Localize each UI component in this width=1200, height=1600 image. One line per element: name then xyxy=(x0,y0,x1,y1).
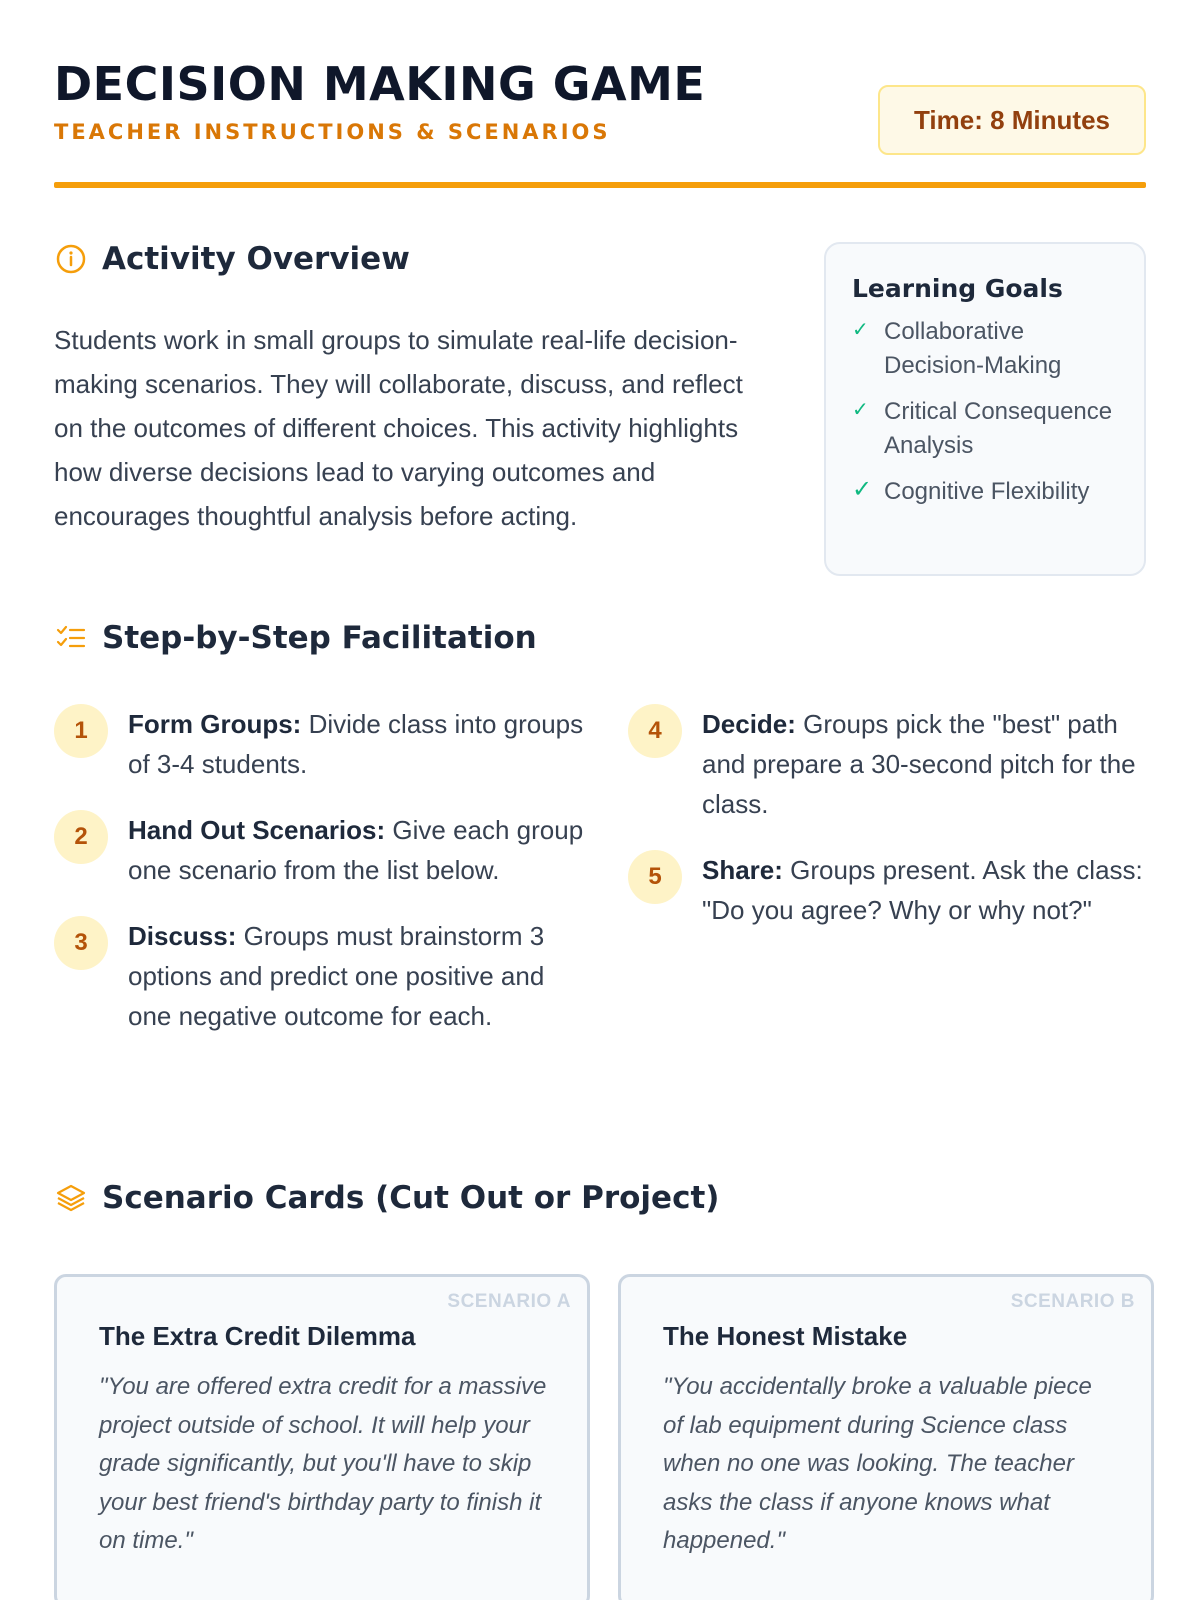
scenarios-title: Scenario Cards (Cut Out or Project) xyxy=(102,1180,720,1216)
overview-title: Activity Overview xyxy=(102,241,410,277)
scenario-title: The Extra Credit Dilemma xyxy=(99,1321,416,1351)
scenarios-heading xyxy=(54,1180,719,1216)
step-item: 3 Discuss: Groups must brainstorm 3 options and predict one positive and one negative outcome for each. xyxy=(54,916,584,1036)
overview-heading xyxy=(54,241,410,277)
step-item: 2 Hand Out Scenarios: Give each group one scenario from the list below. xyxy=(54,810,584,890)
scenario-text: "You are offered extra credit for a massive project outside of school. It will help your grade significantly, but you'll have to skip your best friend's birthday party to finish it on time." xyxy=(99,1373,547,1554)
overview-text: Students work in small groups to simulate real-life decision-making scenarios. They will collaborate, discuss, and reflect on the outcomes of different choices. This activity highlights how diverse decisions lead to varying outcomes and encourages thoughtful analysis before acting. xyxy=(54,325,743,531)
scenario-title: The Honest Mistake xyxy=(663,1321,908,1351)
steps-column-left xyxy=(54,704,584,1062)
time-badge: Time: 8 Minutes xyxy=(878,85,1146,155)
step-item: 5 Share: Groups present. Ask the class: "Do you agree? Why or why not?" xyxy=(628,850,1146,930)
page-title: DECISION MAKING GAME xyxy=(54,57,706,111)
steps-column-right xyxy=(628,704,1146,956)
step-number: 4 xyxy=(628,704,682,758)
page-subtitle: TEACHER INSTRUCTIONS & SCENARIOS xyxy=(54,120,611,144)
goals-title: Learning Goals xyxy=(852,274,1063,303)
checklist-icon xyxy=(54,621,88,655)
step-number: 5 xyxy=(628,850,682,904)
step-number: 2 xyxy=(54,810,108,864)
check-icon: ✓ xyxy=(852,476,873,503)
layers-icon xyxy=(54,1181,88,1215)
header-divider xyxy=(54,182,1146,188)
scenario-tag: SCENARIO B xyxy=(1010,1291,1135,1312)
scenario-card-b xyxy=(618,1274,1154,1600)
scenario-text: "You accidentally broke a valuable piece of lab equipment during Science class when no one was looking. The teacher asks the class if anyone knows what happened." xyxy=(663,1373,1092,1554)
scenario-card-a xyxy=(54,1274,590,1600)
goal-item: ✓ Critical Consequence Analysis xyxy=(852,395,1118,463)
facilitation-title: Step-by-Step Facilitation xyxy=(102,620,537,656)
facilitation-heading xyxy=(54,620,537,656)
header xyxy=(54,56,1146,188)
goal-item: ✓ Collaborative Decision-Making xyxy=(852,315,1118,383)
step-number: 3 xyxy=(54,916,108,970)
check-icon: ✓ xyxy=(852,319,869,341)
step-number: 1 xyxy=(54,704,108,758)
step-item: 4 Decide: Groups pick the "best" path and prepare a 30-second pitch for the class. xyxy=(628,704,1146,824)
goal-item: ✓ Cognitive Flexibility xyxy=(852,476,1090,505)
learning-goals-card xyxy=(824,242,1146,576)
step-item: 1 Form Groups: Divide class into groups of 3-4 students. xyxy=(54,704,584,784)
check-icon: ✓ xyxy=(852,399,869,421)
info-icon xyxy=(54,242,88,276)
scenario-tag: SCENARIO A xyxy=(447,1291,571,1312)
